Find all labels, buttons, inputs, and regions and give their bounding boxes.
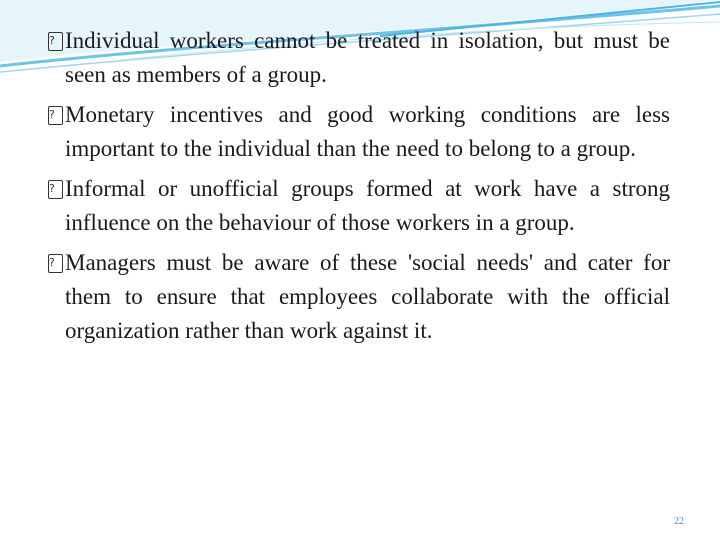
bullet-text: Managers must be aware of these 'social needs' and cater for them to ensure that employees collaborate with the official organization rather than work against it. — [65, 250, 670, 343]
missing-glyph-icon: ? — [48, 106, 63, 125]
bullet-item — [48, 24, 670, 92]
missing-glyph-icon: ? — [48, 180, 63, 199]
bullet-list — [48, 24, 670, 354]
page-number: 22 — [674, 516, 684, 527]
bullet-text: Monetary incentives and good working conditions are less important to the individual than the need to belong to a group. — [65, 102, 670, 161]
missing-glyph-icon: ? — [48, 32, 63, 51]
bullet-item — [48, 246, 670, 348]
bullet-text: Individual workers cannot be treated in isolation, but must be seen as members of a group. — [65, 28, 670, 87]
bullet-item — [48, 98, 670, 166]
bullet-item — [48, 172, 670, 240]
bullet-text: Informal or unofficial groups formed at work have a strong influence on the behaviour of those workers in a group. — [65, 176, 670, 235]
missing-glyph-icon: ? — [48, 254, 63, 273]
